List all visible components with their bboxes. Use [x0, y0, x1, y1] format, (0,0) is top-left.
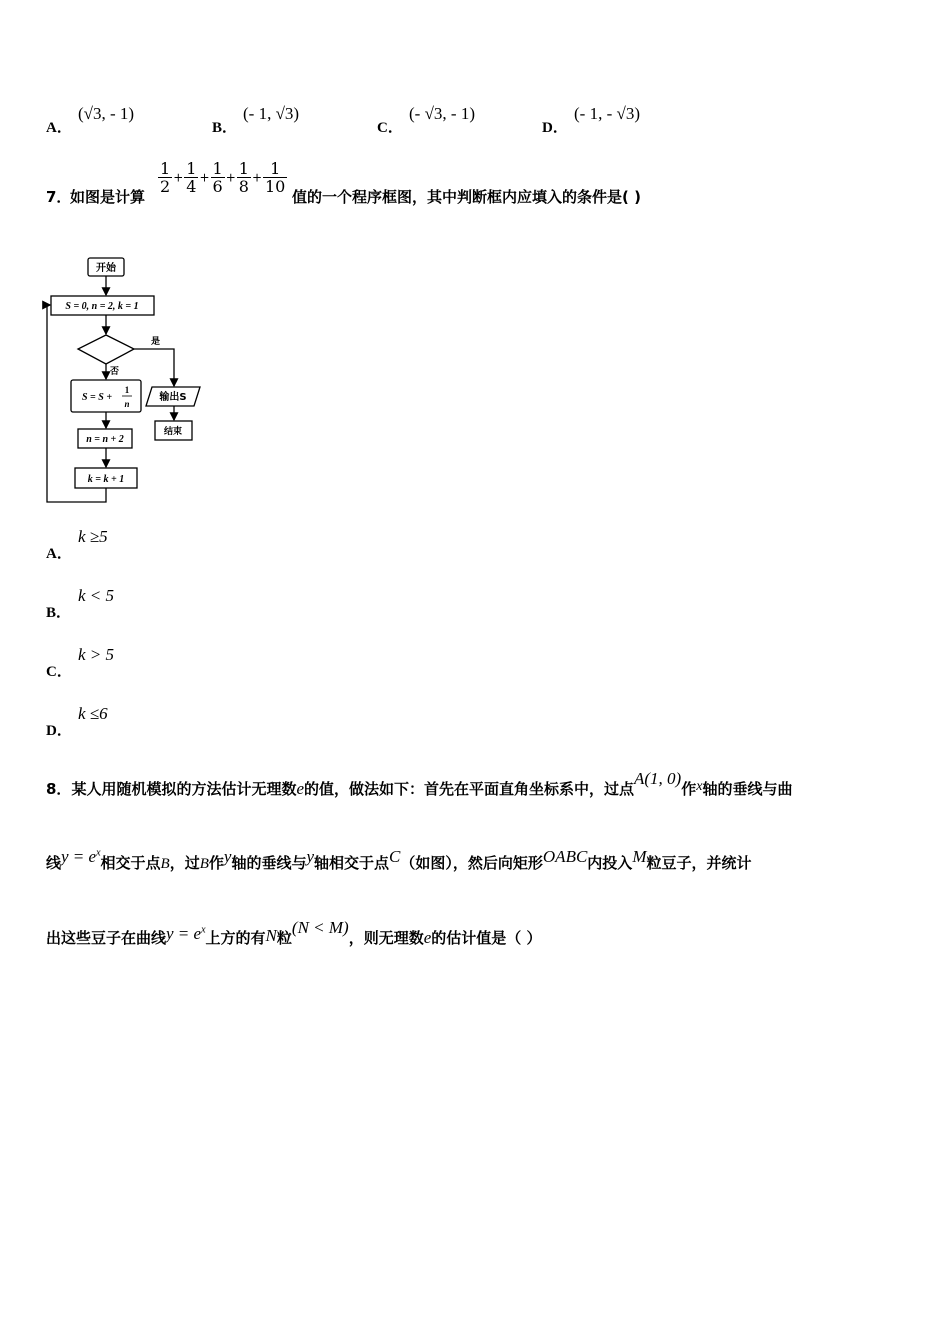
flow-output: 输出S: [159, 392, 187, 403]
q7-number: 7．: [46, 188, 72, 206]
flow-assign-s-den: n: [124, 399, 130, 409]
flow-assign-n: n = n + 2: [86, 434, 124, 445]
q6-option-a-label: A．: [46, 120, 72, 136]
q7-option-a-value: k ≥5: [78, 527, 108, 546]
fraction: $\frac{1}{2}$: [160, 159, 171, 196]
flow-no: 否: [110, 367, 120, 377]
symbol-y: y: [223, 847, 232, 866]
flow-assign-s: S = S +: [82, 392, 113, 403]
symbol-x: x: [696, 779, 703, 794]
q7-option-c-label: C．: [46, 664, 72, 680]
q6-option-b-label: B．: [212, 120, 238, 136]
symbol-n: N: [265, 926, 277, 945]
flow-init: S = 0, n = 2, k = 1: [65, 301, 139, 312]
q7-flowchart: [40, 252, 210, 508]
q7-option-b-value: k < 5: [78, 586, 115, 605]
fraction: $\frac{1}{10}$: [265, 159, 286, 196]
fraction: $\frac{1}{4}$: [186, 159, 197, 196]
q7-option-d-value: k ≤6: [78, 704, 108, 723]
symbol-m: M: [632, 847, 647, 866]
flow-end: 结束: [163, 427, 183, 437]
curve-y-ex: $y = e^x$: [61, 847, 101, 866]
condition-n-lt-m: (N < M): [291, 918, 349, 937]
rect-oabc: OABC: [542, 847, 588, 866]
q7-suffix: 值的一个程序框图，其中判断框内应填入的条件是( ): [292, 188, 641, 206]
q7-option-d-label: D．: [46, 723, 72, 739]
flow-start: 开始: [96, 263, 116, 274]
symbol-e: e: [296, 779, 304, 798]
curve-y-ex: $y = e^x$: [166, 924, 206, 943]
fraction: $\frac{1}{6}$: [212, 159, 223, 196]
q6-option-b-value: (- 1, √3): [243, 104, 300, 123]
q6-option-a-value: (√3, - 1): [78, 104, 135, 123]
fraction: $\frac{1}{8}$: [238, 159, 249, 196]
point-a: A(1, 0): [634, 769, 682, 788]
q7-option-a-label: A．: [46, 546, 72, 562]
symbol-y: y: [306, 847, 315, 866]
q7-option-b-label: B．: [46, 605, 72, 621]
point-c: C: [389, 847, 401, 866]
flow-yes: 是: [151, 337, 161, 347]
flow-assign-k: k = k + 1: [87, 474, 125, 485]
q8-line-2: 线$y = e^x$相交于点B，过B作y轴的垂线与y轴相交于点C（如图），然后向矩形OABC内投入M粒豆子，并统计: [46, 847, 752, 872]
q8-number: 8．: [46, 780, 72, 798]
point-b: B: [199, 856, 209, 872]
q7-prefix: 如图是计算: [70, 188, 146, 206]
q6-option-d-label: D．: [542, 120, 568, 136]
symbol-e: e: [423, 928, 432, 947]
q8-line-1: 8．某人用随机模拟的方法估计无理数e的值，做法如下：首先在平面直角坐标系中，过点A(1, 0)作x轴的垂线与曲: [46, 769, 793, 798]
q7-option-c-value: k > 5: [78, 645, 115, 664]
q6-option-d-value: (- 1, - √3): [574, 104, 640, 123]
q6-option-c-label: C．: [377, 120, 403, 136]
flow-assign-s-num: 1: [124, 385, 130, 395]
q8-line-3: 出这些豆子在曲线$y = e^x$上方的有N粒(N < M)，则无理数e的估计值是（ ）: [46, 918, 542, 947]
point-b: B: [160, 856, 170, 872]
q7-sum-expression: $\frac{1}{2}$ + $\frac{1}{4}$ + $\frac{1}{6}$ + $\frac{1}{8}$ + $\frac{1}{10}$: [160, 159, 286, 196]
q6-option-c-value: (- √3, - 1): [409, 104, 475, 123]
